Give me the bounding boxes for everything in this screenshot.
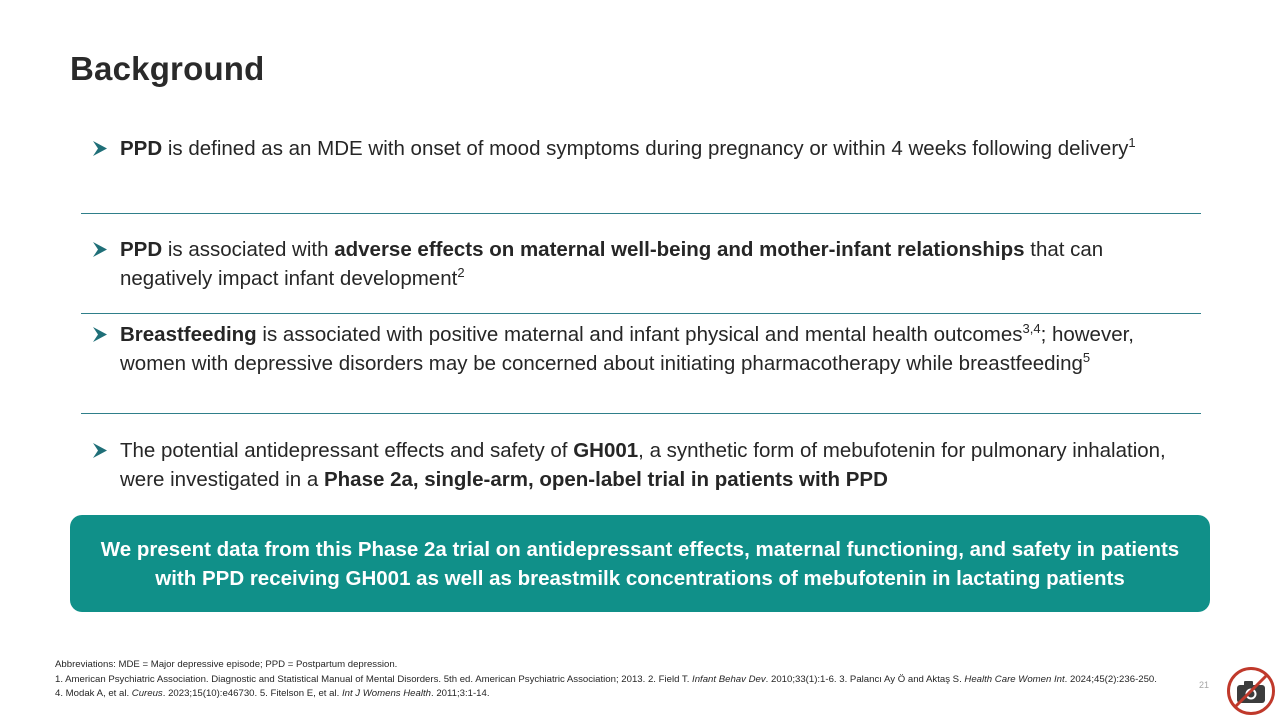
arrow-bullet-icon bbox=[92, 235, 112, 264]
slide-title: Background bbox=[70, 50, 265, 87]
text-run: is associated with positive maternal and infant physical and mental health outcomes bbox=[256, 323, 1023, 346]
reference-text: . 2023;15(10):e46730. 5. Fitelson E, et al. bbox=[162, 688, 342, 699]
arrow-bullet-icon bbox=[92, 320, 112, 349]
reference-text: . 2024;45(2):236-250. 4. Modak A, et al. bbox=[55, 674, 1157, 699]
arrow-bullet-icon bbox=[92, 436, 112, 465]
abbreviations-footnote: Abbreviations: MDE = Major depressive episode; PPD = Postpartum depression. bbox=[55, 659, 398, 670]
citation-superscript: 1 bbox=[1128, 135, 1136, 150]
arrow-bullet-icon bbox=[92, 134, 112, 163]
bold-text: GH001 bbox=[573, 439, 639, 462]
bullet-item bbox=[92, 320, 1182, 378]
text-run: ; however, women with depressive disorders may be concerned about initiating pharmacotherapy while breastfeeding bbox=[120, 323, 1135, 375]
journal-name: Int J Womens Health bbox=[341, 688, 431, 699]
text-run: is associated with bbox=[162, 238, 335, 261]
journal-name: Cureus bbox=[131, 688, 163, 699]
bullet-item bbox=[92, 134, 1182, 163]
citation-superscript: 2 bbox=[457, 265, 465, 280]
divider bbox=[81, 413, 1201, 414]
callout-line: with PPD receiving GH001 as well as breastmilk concentrations of mebufotenin in lactating patients bbox=[155, 566, 1125, 590]
key-message-callout bbox=[70, 515, 1210, 612]
no-photography-icon bbox=[1226, 666, 1276, 716]
citation-superscript: 5 bbox=[1082, 350, 1091, 365]
journal-name: Infant Behav Dev bbox=[692, 674, 766, 685]
text-run: The potential antidepressant effects and safety of bbox=[120, 439, 574, 462]
reference-text: 1. American Psychiatric Association. Diagnostic and Statistical Manual of Mental Disorders. 5th ed. American Psychiatric Association; 2013. 2. Field T. bbox=[55, 674, 693, 685]
page-number: 21 bbox=[1199, 680, 1210, 690]
bullet-text bbox=[120, 235, 1182, 293]
text-run: is defined as an MDE with onset of mood symptoms during pregnancy or within 4 weeks following delivery bbox=[162, 137, 1129, 160]
divider bbox=[81, 313, 1201, 314]
reference-text: . 2010;33(1):1-6. 3. Palancı Ay Ö and Aktaş S. bbox=[765, 674, 965, 685]
references-footnote bbox=[55, 673, 1165, 701]
text-run: , a synthetic form of mebufotenin for pulmonary inhalation, were investigated in a bbox=[120, 439, 1166, 491]
journal-name: Health Care Women Int bbox=[964, 674, 1065, 685]
bold-text: Phase 2a, single-arm, open-label trial in patients with PPD bbox=[323, 468, 888, 491]
reference-text: . 2011;3:1-14. bbox=[430, 688, 490, 699]
bullet-text bbox=[120, 436, 1182, 494]
bold-text: PPD bbox=[120, 137, 163, 160]
bold-text: Breastfeeding bbox=[120, 323, 257, 346]
bold-text: PPD bbox=[120, 238, 163, 261]
bullet-item bbox=[92, 235, 1182, 293]
callout-line: We present data from this Phase 2a trial on antidepressant effects, maternal functioning, and safety in patients bbox=[100, 537, 1180, 561]
bullet-text bbox=[120, 320, 1182, 378]
divider bbox=[81, 213, 1201, 214]
bold-text: adverse effects on maternal well-being and mother-infant relationships bbox=[334, 238, 1025, 261]
text-run: that can negatively impact infant development bbox=[120, 238, 1104, 290]
citation-superscript: 3,4 bbox=[1022, 321, 1041, 336]
bullet-item bbox=[92, 436, 1182, 494]
bullet-text bbox=[120, 134, 1182, 163]
